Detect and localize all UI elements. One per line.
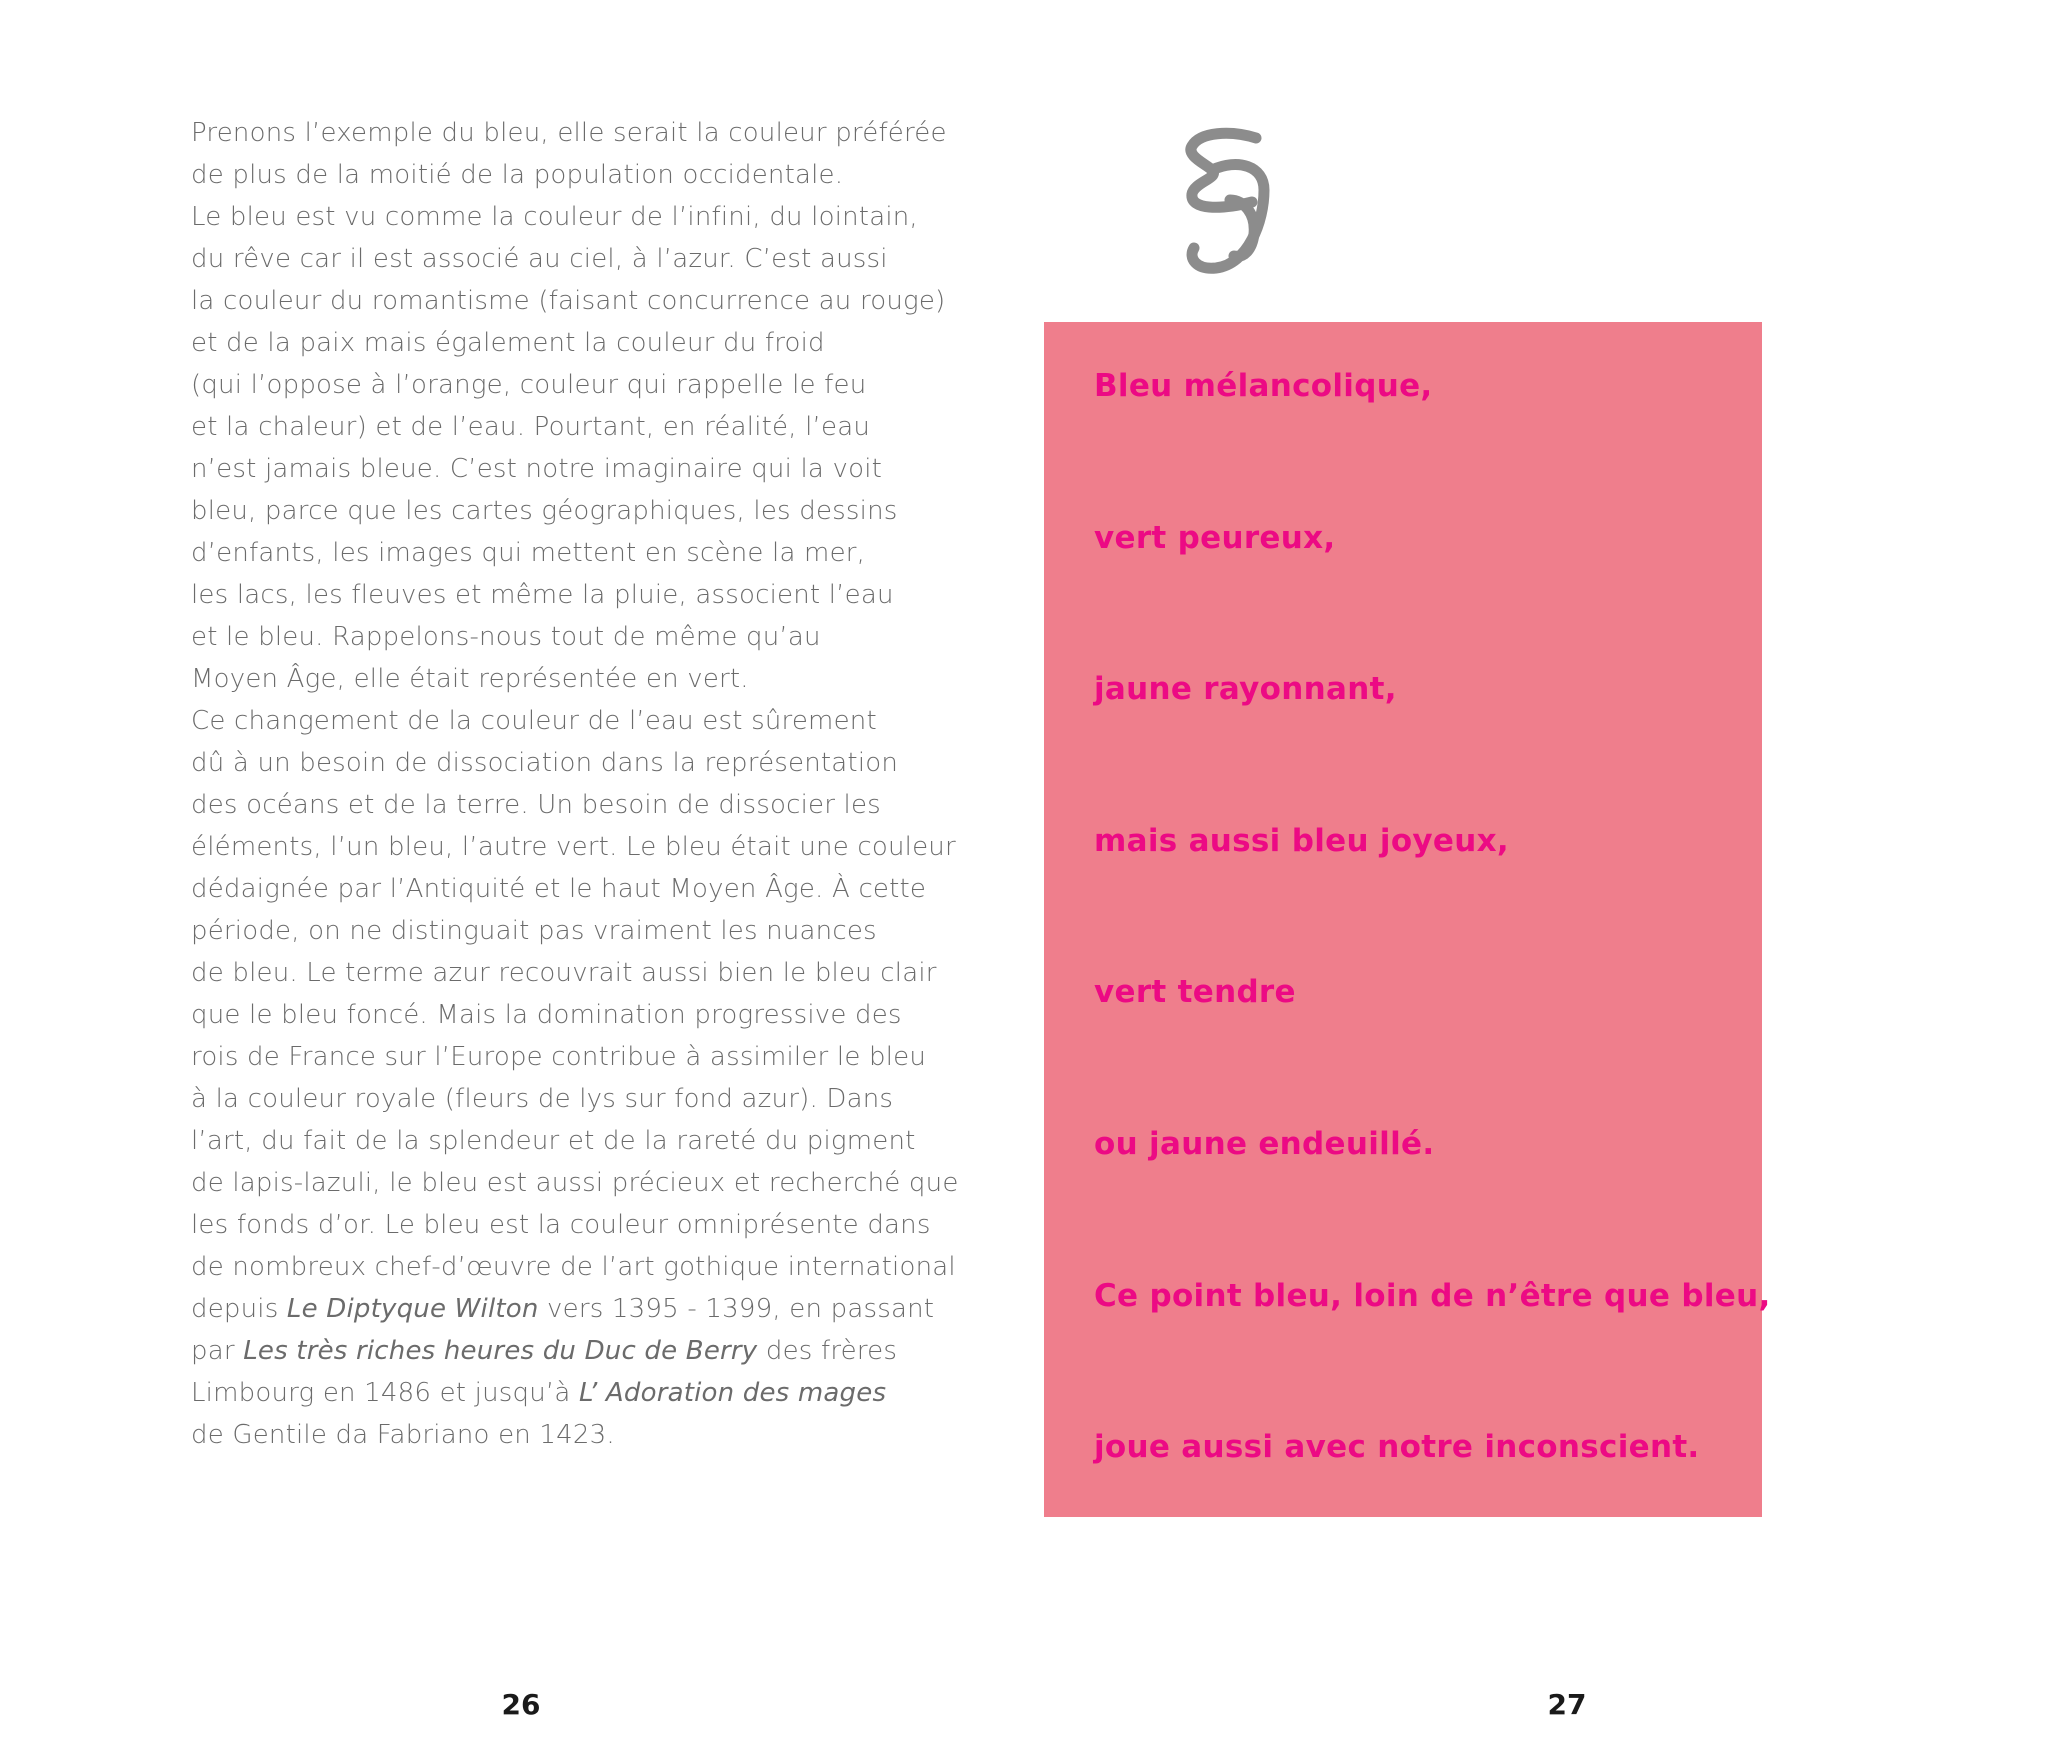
- poem-line: ou jaune endeuillé.: [1094, 1125, 1435, 1162]
- artwork-title: L’ Adoration des mages: [578, 1378, 887, 1408]
- poem: [1094, 350, 1771, 1563]
- poem-line: vert peureux,: [1094, 519, 1336, 556]
- text-line: période, on ne distinguait pas vraiment les nuances: [191, 916, 877, 946]
- page-number-right: 27: [1547, 1688, 1587, 1721]
- text-line: et de la paix mais également la couleur du froid: [191, 328, 825, 358]
- text-line: de nombreux chef-d’œuvre de l’art gothique international: [191, 1252, 956, 1282]
- text-line: n’est jamais bleue. C’est notre imaginaire qui la voit: [191, 454, 883, 484]
- text-line-with-title: [191, 1330, 931, 1372]
- page-number-left: 26: [501, 1688, 541, 1721]
- text-run: par: [191, 1336, 244, 1366]
- text-line: des océans et de la terre. Un besoin de dissocier les: [191, 790, 881, 820]
- text-line: bleu, parce que les cartes géographiques, les dessins: [191, 496, 898, 526]
- text-line: la couleur du romantisme (faisant concurrence au rouge): [191, 286, 946, 316]
- artwork-title: Les très riches heures du Duc de Berry: [243, 1336, 758, 1366]
- left-page-body-text: [191, 112, 959, 1456]
- text-run: vers 1395 - 1399, en passant: [538, 1294, 935, 1324]
- text-line: que le bleu foncé. Mais la domination progressive des: [191, 1000, 902, 1030]
- text-line: l’art, du fait de la splendeur et de la rareté du pigment: [191, 1126, 916, 1156]
- text-line: les lacs, les fleuves et même la pluie, associent l’eau: [191, 580, 894, 610]
- poem-line: Ce point bleu, loin de n’être que bleu,: [1094, 1277, 1771, 1314]
- text-line: Moyen Âge, elle était représentée en vert.: [191, 664, 749, 694]
- text-line: Prenons l’exemple du bleu, elle serait la couleur préférée: [191, 118, 947, 148]
- text-line-with-title: [191, 1288, 935, 1330]
- text-run: des frères: [757, 1336, 898, 1366]
- numeral-five-ornament-icon: [1160, 90, 1310, 280]
- text-line: et la chaleur) et de l’eau. Pourtant, en réalité, l’eau: [191, 412, 871, 442]
- text-line: éléments, l’un bleu, l’autre vert. Le bleu était une couleur: [191, 832, 956, 862]
- text-line-with-title: [191, 1372, 931, 1414]
- text-line: dû à un besoin de dissociation dans la représentation: [191, 748, 899, 778]
- text-line: Le bleu est vu comme la couleur de l’infini, du lointain,: [191, 202, 918, 232]
- text-line: dédaignée par l’Antiquité et le haut Moyen Âge. À cette: [191, 874, 927, 904]
- text-line: de lapis-lazuli, le bleu est aussi précieux et recherché que: [191, 1168, 959, 1198]
- text-run: Limbourg en 1486 et jusqu’à: [191, 1378, 579, 1408]
- text-line: de plus de la moitié de la population occidentale.: [191, 160, 844, 190]
- poem-line: Bleu mélancolique,: [1094, 368, 1433, 404]
- text-line: de bleu. Le terme azur recouvrait aussi bien le bleu clair: [191, 958, 937, 988]
- poem-line: mais aussi bleu joyeux,: [1094, 822, 1510, 859]
- poem-box: [1044, 322, 1771, 1517]
- text-line: rois de France sur l’Europe contribue à assimiler le bleu: [191, 1042, 926, 1072]
- text-line: Ce changement de la couleur de l’eau est sûrement: [191, 706, 877, 736]
- poem-line: joue aussi avec notre inconscient.: [1094, 1429, 1700, 1466]
- poem-line: vert tendre: [1094, 974, 1296, 1011]
- artwork-title: Le Diptyque Wilton: [286, 1294, 539, 1324]
- text-line: les fonds d’or. Le bleu est la couleur omniprésente dans: [191, 1210, 931, 1240]
- text-line: du rêve car il est associé au ciel, à l’azur. C’est aussi: [191, 244, 888, 274]
- text-line: de Gentile da Fabriano en 1423.: [191, 1420, 615, 1450]
- text-line: (qui l’oppose à l’orange, couleur qui rappelle le feu: [191, 370, 867, 400]
- poem-line: jaune rayonnant,: [1094, 671, 1397, 708]
- text-line: à la couleur royale (fleurs de lys sur fond azur). Dans: [191, 1084, 894, 1114]
- text-line: et le bleu. Rappelons-nous tout de même qu’au: [191, 622, 821, 652]
- text-run: depuis: [191, 1294, 287, 1324]
- text-line: d’enfants, les images qui mettent en scène la mer,: [191, 538, 866, 568]
